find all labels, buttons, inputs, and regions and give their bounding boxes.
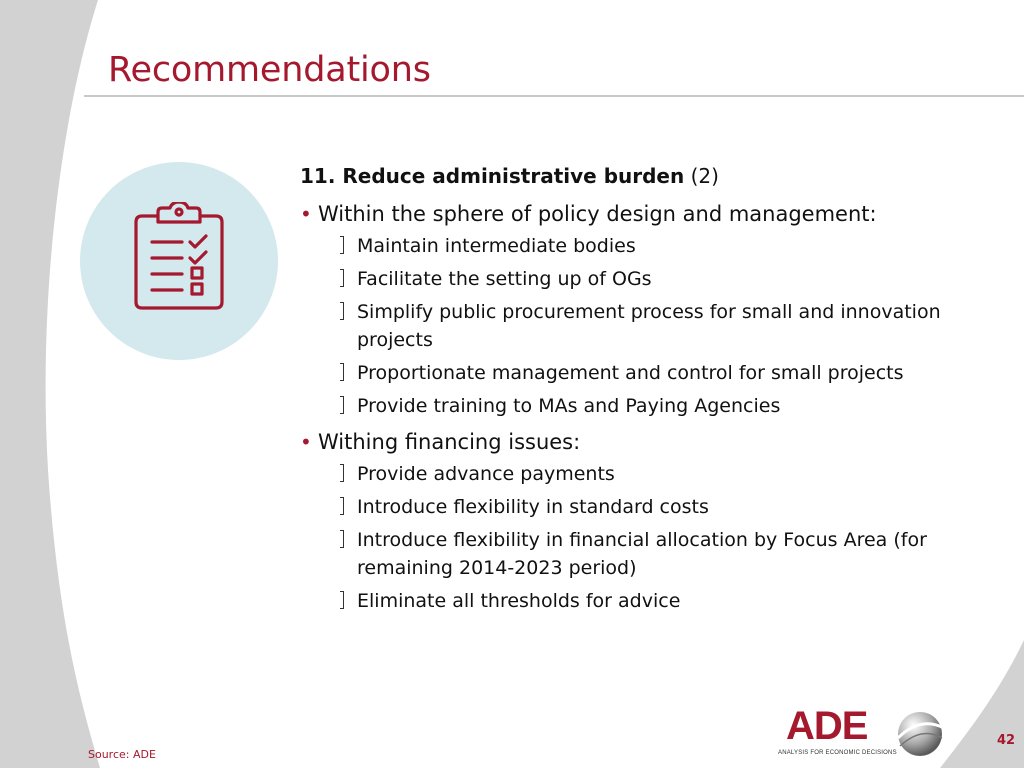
section-label [300,200,1000,228]
list-item-text: Simplify public procurement process for small and innovation projects [357,301,941,351]
recommendation-heading [300,162,1000,190]
list-item-text: Facilitate the setting up of OGs [357,268,652,290]
list-item [300,265,1000,293]
globe-icon [894,708,946,760]
source-note: Source: ADE [88,748,156,761]
section-label [300,428,1000,456]
heading-suffix: (2) [684,164,719,188]
section-label-text: Within the sphere of policy design and management: [318,202,877,226]
list-item-text: Introduce flexibility in financial allocation by Focus Area (for remaining 2014-2023 period) [357,529,927,579]
sub-list [300,232,1000,420]
sub-bullet-icon [340,269,344,287]
title-divider [84,95,1024,97]
list-item-text: Eliminate all thresholds for advice [357,590,681,612]
list-item-text: Provide advance payments [357,463,615,485]
bullet-icon: • [300,430,312,454]
list-item [300,232,1000,260]
list-item [300,392,1000,420]
sub-bullet-icon [340,236,344,254]
sub-bullet-icon [340,302,344,320]
heading-bold: 11. Reduce administrative burden [300,164,685,188]
list-item-text: Provide training to MAs and Paying Agencies [357,395,781,417]
sub-bullet-icon [340,530,344,548]
list-item-text: Maintain intermediate bodies [357,235,636,257]
list-item [300,526,1000,582]
sub-bullet-icon [340,591,344,609]
sub-bullet-icon [340,396,344,414]
clipboard-checklist-icon [130,202,228,314]
list-item-text: Introduce flexibility in standard costs [357,496,709,518]
list-item [300,493,1000,521]
section-label-text: Withing financing issues: [318,430,581,454]
bullet-icon: • [300,202,312,226]
recommendation-content [300,162,1000,623]
list-item [300,298,1000,354]
list-item [300,359,1000,387]
list-item [300,460,1000,488]
logo-tagline: ANALYSIS FOR ECONOMIC DECISIONS [778,750,897,756]
list-item [300,587,1000,615]
slide-title: Recommendations [108,50,431,90]
sub-bullet-icon [340,363,344,381]
sub-list [300,460,1000,615]
icon-circle [80,162,278,360]
sub-bullet-icon [340,497,344,515]
logo-wordmark: ADE [786,704,868,748]
sub-bullet-icon [340,464,344,482]
list-item-text: Proportionate management and control for small projects [357,362,904,384]
page-number: 42 [997,733,1016,748]
ade-logo [778,706,948,762]
